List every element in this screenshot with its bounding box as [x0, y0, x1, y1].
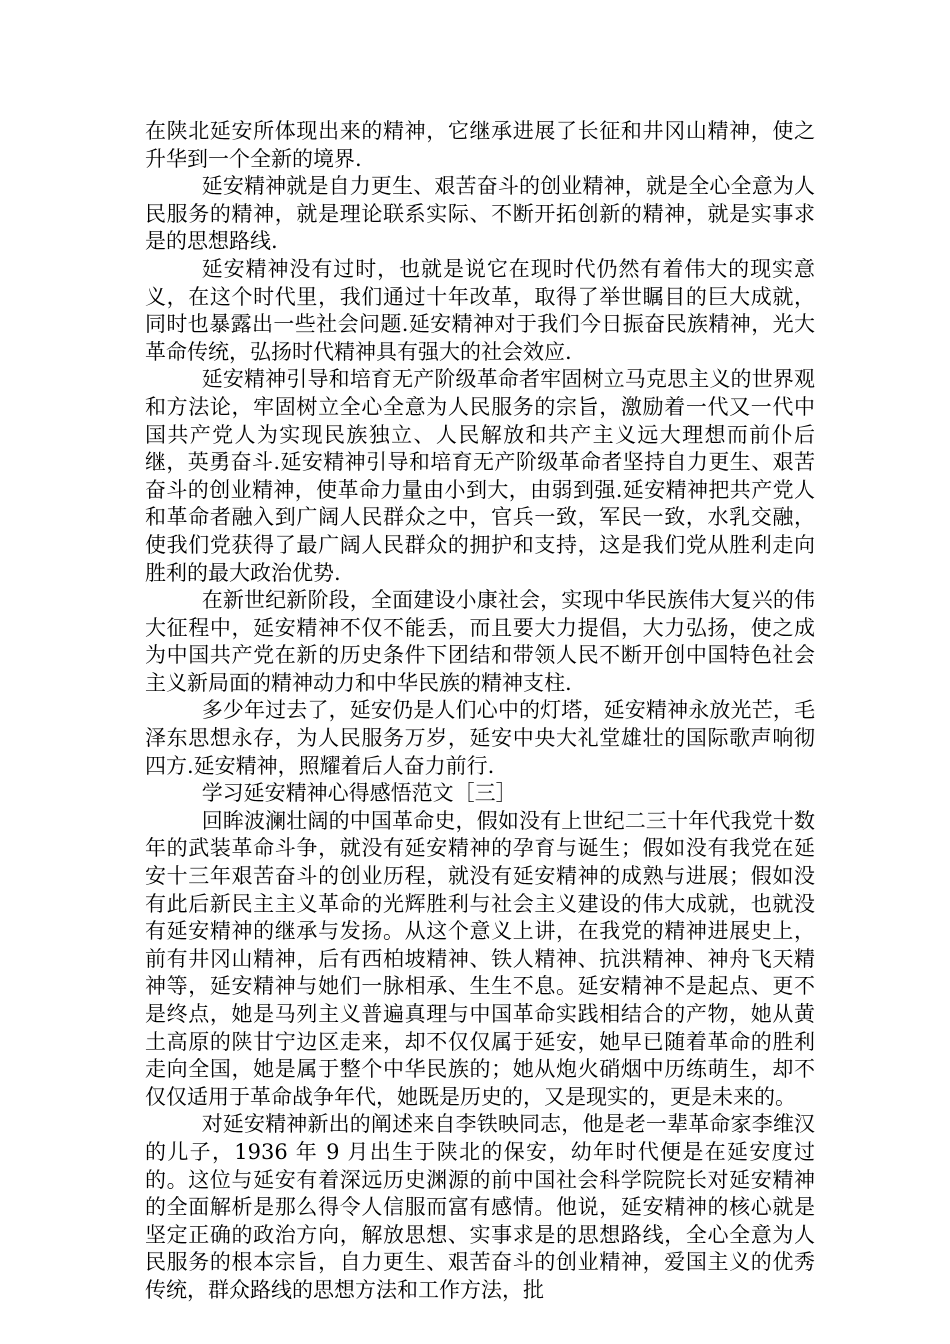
paragraph: 多少年过去了，延安仍是人们心中的灯塔，延安精神永放光芒，毛泽东思想永存，为人民服务万岁，延安中央大礼堂雄壮的国际歌声响彻四方.延安精神，照耀着后人奋力前行. — [145, 698, 815, 778]
paragraph: 延安精神就是自力更生、艰苦奋斗的创业精神，就是全心全意为人民服务的精神，就是理论联系实际、不断开拓创新的精神，就是实事求是的思想路线. — [145, 174, 815, 254]
paragraph: 延安精神没有过时，也就是说它在现时代仍然有着伟大的现实意义，在这个时代里，我们通过十年改革，取得了举世瞩目的巨大成就，同时也暴露出一些社会问题.延安精神对于我们今日振奋民族精神，光大革命传统，弘扬时代精神具有强大的社会效应. — [145, 256, 815, 364]
paragraph: 回眸波澜壮阔的中国革命史，假如没有上世纪二三十年代我党十数年的武装革命斗争，就没有延安精神的孕育与诞生；假如没有我党在延安十三年艰苦奋斗的创业历程，就没有延安精神的成熟与进展；假如没有此后新民主主义革命的光辉胜利与社会主义建设的伟大成就，也就没有延安精神的继承与发扬。从这个意义上讲，在我党的精神进展史上，前有井冈山精神，后有西柏坡精神、铁人精神、抗洪精神、神舟飞天精神等，延安精神与她们一脉相承、生生不息。延安精神不是起点、更不是终点，她是马列主义普遍真理与中国革命实践相结合的产物，她从黄土高原的陕甘宁边区走来，却不仅仅属于延安，她早已随着革命的胜利走向全国，她是属于整个中华民族的；她从炮火硝烟中历练萌生，却不仅仅适用于革命战争年代，她既是历史的，又是现实的，更是未来的。 — [145, 808, 815, 1109]
section-heading: 学习延安精神心得感悟范文［三］ — [201, 781, 517, 806]
paragraph-continuation: 在陕北延安所体现出来的精神，它继承进展了长征和井冈山精神，使之升华到一个全新的境界. — [145, 119, 815, 171]
paragraph: 对延安精神新出的阐述来自李铁映同志，他是老一辈革命家李维汉的儿子，1936 年 9 月出生于陕北的保安，幼年时代便是在延安度过的。这位与延安有着深远历史渊源的前中国社会科学院院长对延安精神的全面解析是那么得令人信服而富有感情。他说，延安精神的核心就是坚定正确的政治方向，解放思想、实事求是的思想路线，全心全意为人民服务的根本宗旨，自力更生、艰苦奋斗的创业精神，爱国主义的优秀传统，群众路线的思想方法和工作方法，批 — [145, 1112, 815, 1302]
paragraph: 在新世纪新阶段，全面建设小康社会，实现中华民族伟大复兴的伟大征程中，延安精神不仅不能丢，而且要大力提倡，大力弘扬，使之成为中国共产党在新的历史条件下团结和带领人民不断开创中国特色社会主义新局面的精神动力和中华民族的精神支柱. — [145, 588, 815, 695]
paragraph: 延安精神引导和培育无产阶级革命者牢固树立马克思主义的世界观和方法论，牢固树立全心全意为人民服务的宗旨，激励着一代又一代中国共产党人为实现民族独立、人民解放和共产主义远大理想而前仆后继，英勇奋斗.延安精神引导和培育无产阶级革命者坚持自力更生、艰苦奋斗的创业精神，使革命力量由小到大，由弱到强.延安精神把共产党人和革命者融入到广阔人民群众之中，官兵一致，军民一致，水乳交融，使我们党获得了最广阔人民群众的拥护和支持，这是我们党从胜利走向胜利的最大政治优势. — [145, 367, 815, 585]
document-page — [145, 118, 815, 1305]
